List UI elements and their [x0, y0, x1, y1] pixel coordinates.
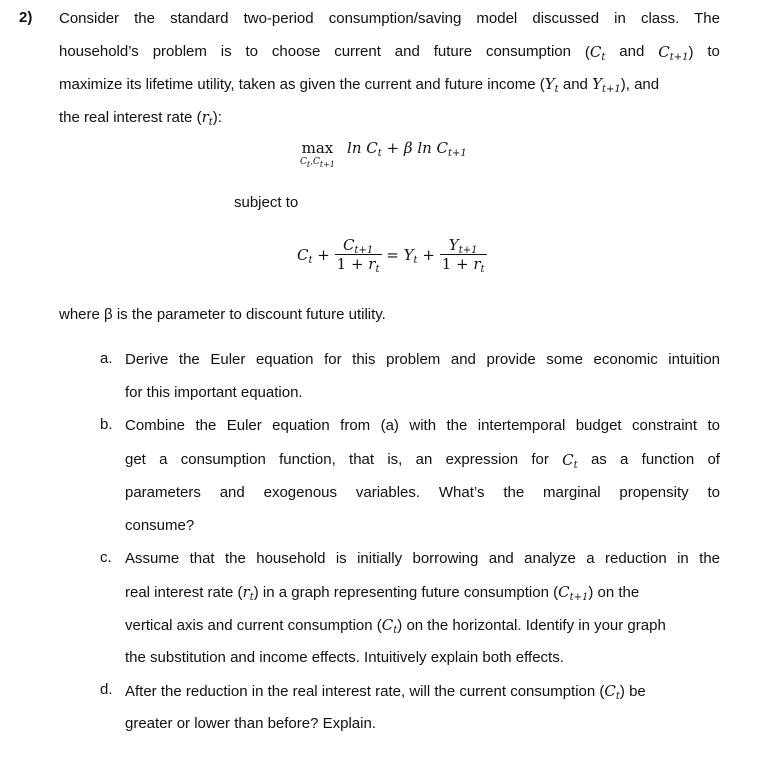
budget-constraint: $C_t$ + $\frac{C_{t+1}}{1 + r_t}$ = $Y_t$ + $\frac{Y_{t+1}}{1 + r_t}$ — [297, 236, 485, 275]
item-c-line-1: Assume that the household is initially borrowing and analyze a reduction in the — [125, 550, 720, 567]
beta-definition: where β is the parameter to discount future utility. — [59, 306, 386, 323]
item-c-line-2: real interest rate $(r_t)$ in a graph representing future consumption $(C_{t+1})$ on the — [125, 583, 640, 603]
item-a-line-2: for this important equation. — [125, 384, 303, 401]
item-a-letter: a. — [100, 350, 113, 367]
intro-line-4: the real interest rate $(r_t)$: — [59, 108, 222, 128]
item-c-line-3: vertical axis and current consumption $(C_t)$ on the horizontal. Identify in your graph — [125, 616, 666, 636]
item-b-line-3: parameters and exogenous variables. What’s the marginal propensity to — [125, 484, 720, 501]
item-a-line-1: Derive the Euler equation for this problem and provide some economic intuition — [125, 351, 720, 368]
subject-to-label: subject to — [234, 194, 299, 211]
fraction-income: $\frac{Y_{t+1}}{1 + r_t}$ — [441, 236, 485, 275]
item-b-line-4: consume? — [125, 517, 195, 534]
intro-line-2: household’s problem is to choose current and future consumption ($C_t$ and $C_{t+1}$) to — [59, 43, 720, 63]
item-d-line-2: greater or lower than before? Explain. — [125, 715, 376, 732]
objective-function: max $C_t,C_{t+1}$ $\ln C_t + \beta$ $\ln C_{t+1}$ — [300, 139, 467, 169]
item-b-letter: b. — [100, 416, 113, 433]
item-c-line-4: the substitution and income effects. Intuitively explain both effects. — [125, 649, 564, 666]
item-d-line-1: After the reduction in the real interest rate, will the current consumption $(C_t)$ be — [125, 682, 646, 702]
item-b-line-2: get a consumption function, that is, an expression for $C_t$ as a function of — [125, 451, 720, 471]
intro-line-1: Consider the standard two-period consumption/saving model discussed in class. The — [59, 10, 720, 27]
question-number: 2) — [19, 9, 33, 26]
item-d-letter: d. — [100, 681, 113, 698]
item-b-line-1: Combine the Euler equation from (a) with the intertemporal budget constraint to — [125, 417, 720, 434]
intro-line-3: maximize its lifetime utility, taken as given the current and future income ($Y_t$ and $Y_{t+1}$), and — [59, 75, 660, 95]
fraction-consumption: $\frac{C_{t+1}}{1 + r_t}$ — [336, 236, 380, 275]
item-c-letter: c. — [100, 549, 112, 566]
